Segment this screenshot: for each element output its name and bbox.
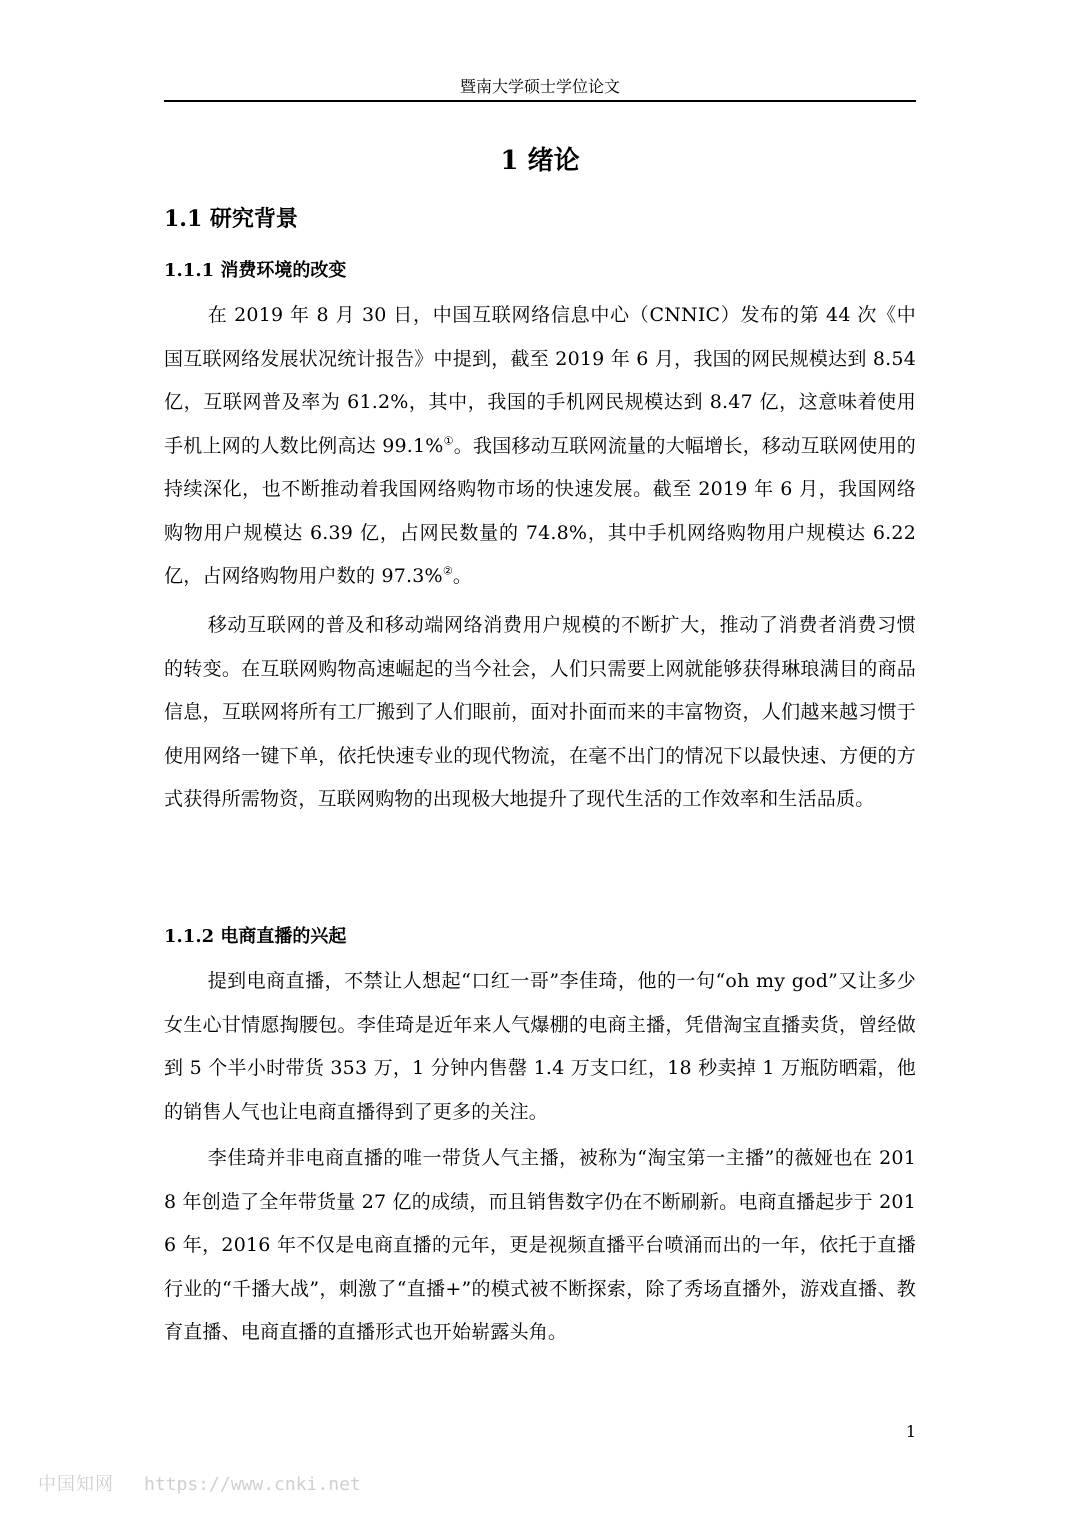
paragraph-consumption-habits: 移动互联网的普及和移动端网络消费用户规模的不断扩大，推动了消费者消费习惯的转变。在互联网购物高速崛起的当今社会，人们只需要上网就能够获得琳琅满目的商品信息，互联网将所有工厂搬到了人们眼前，面对扑面而来的丰富物资，人们越来越习惯于使用网络一键下单，依托快速专业的现代物流，在毫不出门的情况下以最快速、方便的方式获得所需物资，互联网购物的出现极大地提升了现代生活的工作效率和生活品质。 (164, 614, 916, 810)
running-header: 暨南大学硕士学位论文 (459, 77, 620, 96)
cnki-watermark (38, 1470, 361, 1500)
chapter-title: 1 绪论 (500, 146, 580, 176)
paragraph-livestream-history: 李佳琦并非电商直播的唯一带货人气主播，被称为“淘宝第一主播”的薇娅也在 2018 年创造了全年带货量 27 亿的成绩，而且销售数字仍在不断刷新。电商直播起步于 2016 年，2016 年不仅是电商直播的元年，更是视频直播平台喷涌而出的一年，依托于直播行业的“千播大战”，刺激了“直播+”的模式被不断探索，除了秀场直播外，游戏直播、教育直播、电商直播的直播形式也开始崭露头角。 (164, 1147, 916, 1343)
paragraph-text: 。 (452, 565, 473, 587)
cnki-logo-text: 中国知网 (38, 1474, 114, 1495)
paragraph-text: 在 2019 年 8 月 30 日，中国互联网络信息中心（CNNIC）发布的第 44 次《中国互联网络发展状况统计报告》中提到，截至 2019 年 6 月，我国的网民规模达到 8.54 亿，互联网普及率为 61.2%，其中，我国的手机网民规模达到 8.47 亿，这意味着使用手机上网的人数比例高达 99.1% (164, 304, 916, 457)
paragraph-consumption-stats (164, 294, 916, 599)
footnote-marker-1[interactable]: ① (443, 434, 454, 448)
paragraph-li-jiaqi: 提到电商直播，不禁让人想起“口红一哥”李佳琦，他的一句“oh my god”又让多少女生心甘情愿掏腰包。李佳琦是近年来人气爆棚的电商主播，凭借淘宝直播卖货，曾经做到 5 个半小时带货 353 万，1 分钟内售罄 1.4 万支口红，18 秒卖掉 1 万瓶防晒霜，他的销售人气也让电商直播得到了更多的关注。 (164, 970, 916, 1123)
cnki-url: https://www.cnki.net (144, 1474, 361, 1495)
page-number: 1 (905, 1422, 916, 1441)
paragraph-text: 。我国移动互联网流量的大幅增长，移动互联网使用的持续深化，也不断推动着我国网络购物市场的快速发展。截至 2019 年 6 月，我国网络购物用户规模达 6.39 亿，占网民数量的 74.8%，其中手机网络购物用户规模达 6.22 亿，占网络购物用户数的 97.3% (164, 434, 916, 587)
footnote-marker-2[interactable]: ② (442, 564, 453, 578)
section-heading-1-1: 1.1 研究背景 (164, 206, 298, 232)
subsection-heading-1-1-1: 1.1.1 消费环境的改变 (164, 260, 347, 281)
header-rule (164, 100, 916, 102)
subsection-heading-1-1-2: 1.1.2 电商直播的兴起 (164, 926, 347, 947)
